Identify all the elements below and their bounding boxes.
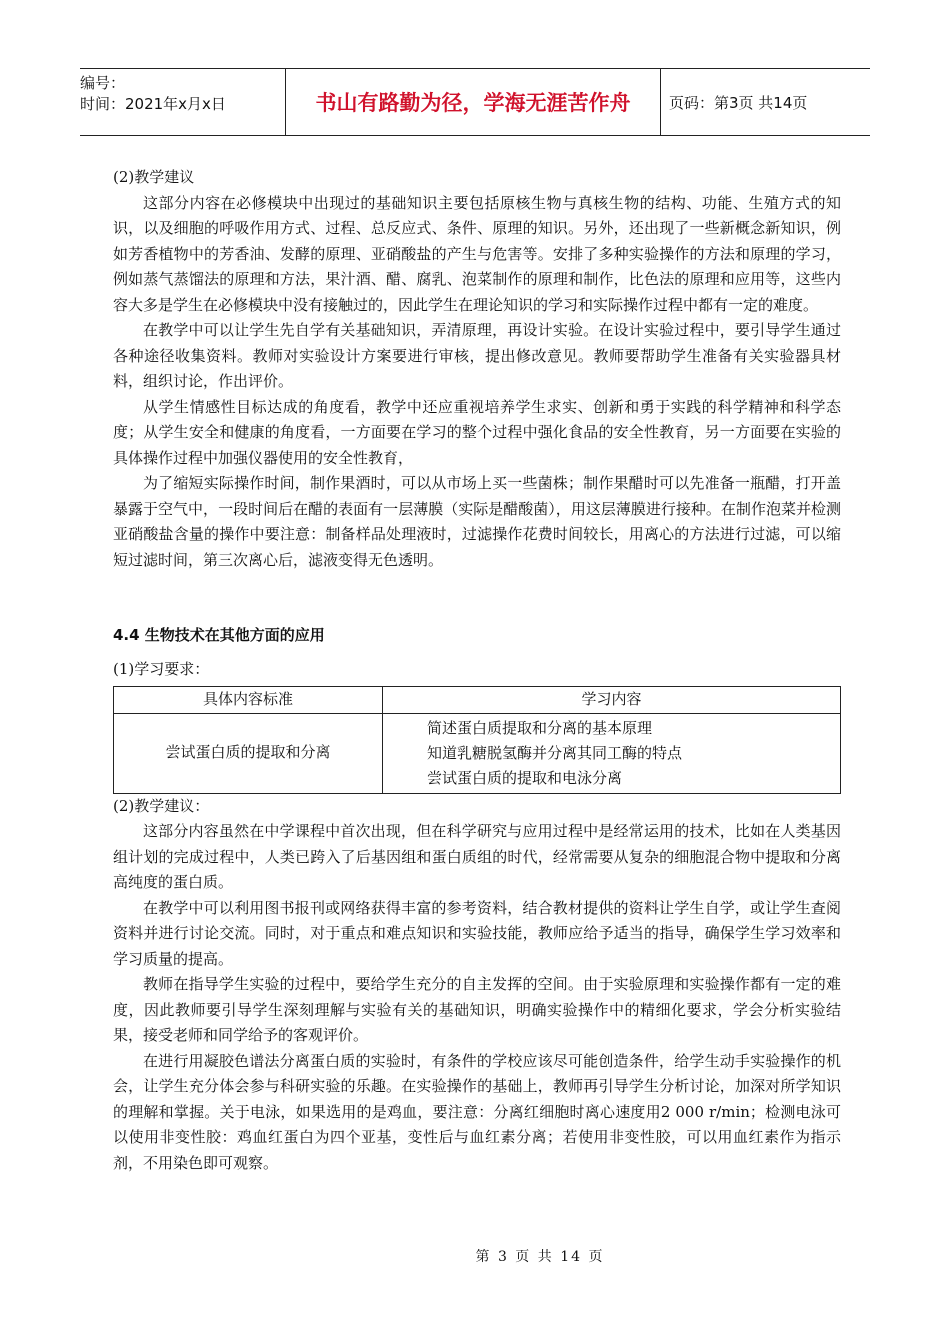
- section1-heading: (2)教学建议: [113, 168, 195, 186]
- page-header: [80, 68, 870, 136]
- document-body: [113, 165, 841, 1176]
- paragraph: 这部分内容虽然在中学课程中首次出现，但在科学研究与应用过程中是经常运用的技术，比如在人类基因组计划的完成过程中，人类已跨入了后基因组和蛋白质组的时代，经常需要从复杂的细胞混合物中提取和分离高纯度的蛋白质。: [113, 822, 841, 891]
- header-page-label: 页码：第3页 共14页: [669, 93, 808, 112]
- number-label: 编号：: [80, 74, 126, 92]
- header-motto: 书山有路勤为径，学海无涯苦作舟: [285, 69, 661, 135]
- table-header-standard: 具体内容标准: [114, 687, 383, 714]
- advice-label: (2)教学建议：: [113, 796, 210, 815]
- date-label: 时间：2021年x月x日: [80, 95, 226, 113]
- paragraph: 在教学中可以让学生先自学有关基础知识，弄清原理，再设计实验。在设计实验过程中，要引导学生通过各种途径收集资料。教师对实验设计方案要进行审核，提出修改意见。教师要帮助学生准备有关实验器具材料，组织讨论，作出评价。: [113, 321, 841, 390]
- table-header-content: 学习内容: [383, 687, 841, 714]
- paragraph: 这部分内容在必修模块中出现过的基础知识主要包括原核生物与真核生物的结构、功能、生殖方式的知识，以及细胞的呼吸作用方式、过程、总反应式、条件、原理的知识。另外，还出现了一些新概念新知识，例如芳香植物中的芳香油、发酵的原理、亚硝酸盐的产生与危害等。安排了多种实验操作的方法和原理的学习，例如蒸气蒸馏法的原理和方法，果汁酒、醋、腐乳、泡菜制作的原理和制作，比色法的原理和应用等，这些内容大多是学生在必修模块中没有接触过的，因此学生在理论知识的学习和实际操作过程中都有一定的难度。: [113, 193, 841, 314]
- content-item: 简述蛋白质提取和分离的基本原理: [427, 718, 653, 737]
- page-footer: 第 3 页 共 14 页: [475, 1249, 605, 1265]
- paragraph: 教师在指导学生实验的过程中，要给学生充分的自主发挥的空间。由于实验原理和实验操作都有一定的难度，因此教师要引导学生深刻理解与实验有关的基础知识，明确实验操作中的精细化要求，学会分析实验结果，接受老师和同学给予的客观评价。: [113, 975, 841, 1044]
- requirements-label: (1)学习要求：: [113, 659, 210, 678]
- table-header-row: [114, 687, 841, 714]
- header-meta: [80, 69, 285, 135]
- paragraph: 从学生情感性目标达成的角度看，教学中还应重视培养学生求实、创新和勇于实践的科学精神和科学态度；从学生安全和健康的角度看，一方面要在学习的整个过程中强化食品的安全性教育，另一方面要在实验的具体操作过程中加强仪器使用的安全性教育，: [113, 397, 841, 467]
- table-row: [114, 713, 841, 793]
- table-cell-contents: [383, 713, 841, 793]
- paragraph: 在教学中可以利用图书报刊或网络获得丰富的参考资料，结合教材提供的资料让学生自学，或让学生查阅资料并进行讨论交流。同时，对于重点和难点知识和实验技能，教师应给予适当的指导，确保学生学习效率和学习质量的提高。: [113, 898, 841, 968]
- paragraph: 为了缩短实际操作时间，制作果酒时，可以从市场上买一些菌株；制作果醋时可以先准备一瓶醋，打开盖暴露于空气中，一段时间后在醋的表面有一层薄膜（实际是醋酸菌），用这层薄膜进行接种。在制作泡菜并检测亚硝酸盐含量的操作中要注意：制备样品处理液时，过滤操作花费时间较长，用离心的方法进行过滤，可以缩短过滤时间，第三次离心后，滤液变得无色透明。: [113, 474, 841, 569]
- paragraph: 在进行用凝胶色谱法分离蛋白质的实验时，有条件的学校应该尽可能创造条件，给学生动手实验操作的机会，让学生充分体会参与科研实验的乐趣。在实验操作的基础上，教师再引导学生分析讨论，加深对所学知识的理解和掌握。关于电泳，如果选用的是鸡血，要注意：分离红细胞时离心速度用2 000 r/min；检测电泳可以使用非变性胶：鸡血红蛋白为四个亚基，变性后与血红素分离；若使用非变性胶，可以用血红素作为指示剂，不用染色即可观察。: [113, 1051, 841, 1172]
- table-cell-standard: 尝试蛋白质的提取和分离: [114, 713, 383, 793]
- content-item: 知道乳糖脱氢酶并分离其同工酶的特点: [427, 743, 683, 762]
- content-item: 尝试蛋白质的提取和电泳分离: [427, 768, 623, 787]
- section2-heading: 4.4 生物技术在其他方面的应用: [113, 626, 325, 644]
- requirements-table: [113, 686, 841, 794]
